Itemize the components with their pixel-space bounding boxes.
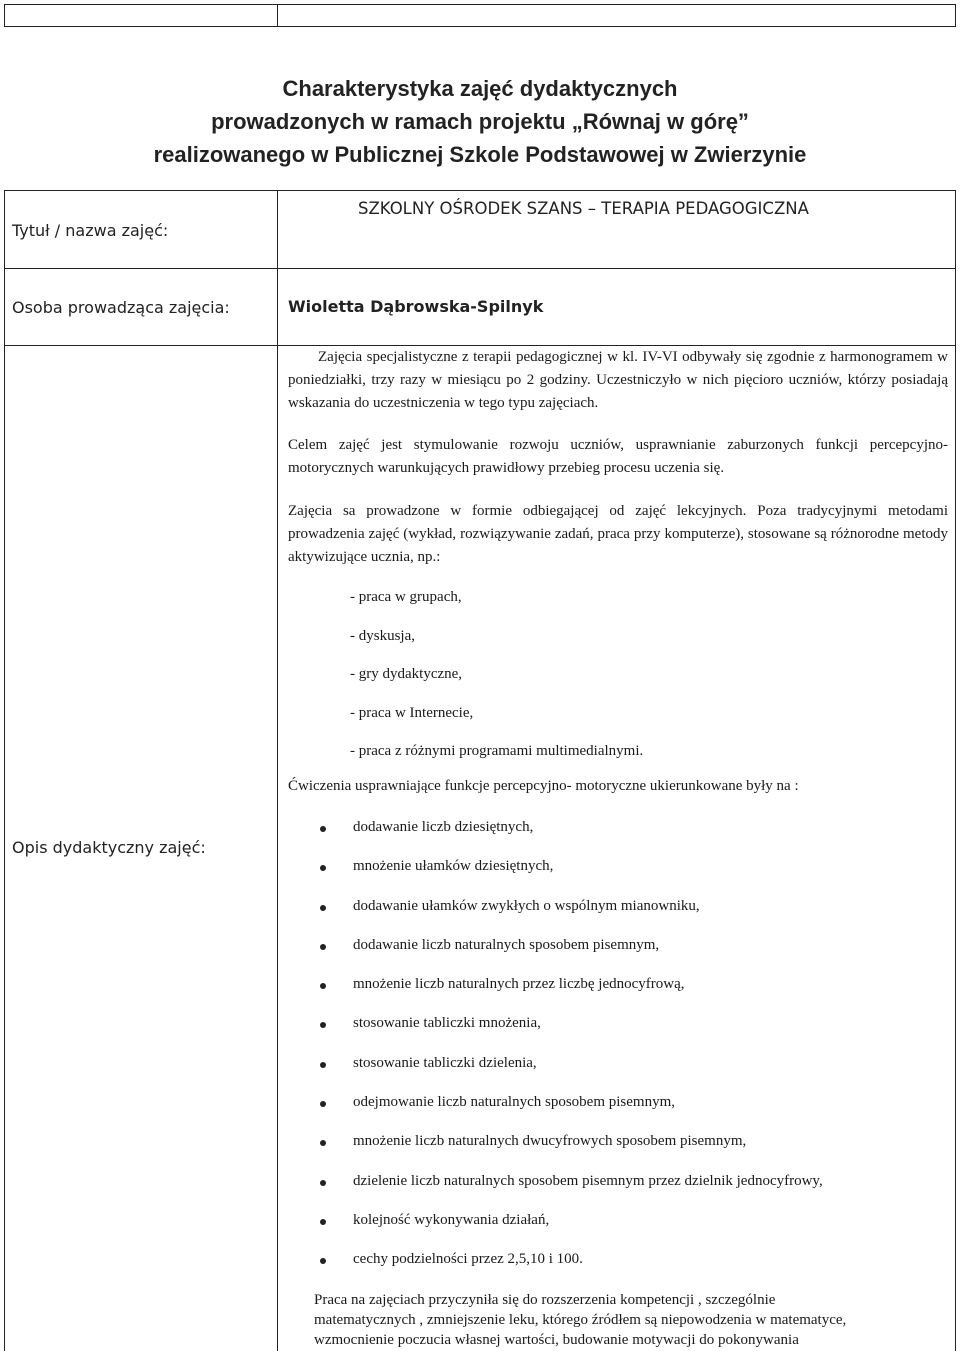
list-item: - praca w Internecie, <box>350 704 474 721</box>
bullet-icon <box>320 865 326 871</box>
bullet-icon <box>320 1101 326 1107</box>
description-label: Opis dydaktyczny zajęć: <box>12 838 206 857</box>
list-item-text: mnożenie liczb naturalnych dwucyfrowych sposobem pisemnym, <box>353 1133 747 1150</box>
bullet-icon <box>320 1022 326 1028</box>
bullet-icon <box>320 1180 326 1186</box>
list-item-text: mnożenie ułamków dziesiętnych, <box>353 858 554 875</box>
list-item-text: dzielenie liczb naturalnych sposobem pisemnym przez dzielnik jednocyfrowy, <box>353 1172 823 1189</box>
bullet-icon <box>320 905 326 911</box>
list-item-text: cechy podzielności przez 2,5,10 i 100. <box>353 1251 583 1268</box>
title-line-3: realizowanego w Publicznej Szkole Podstawowej w Zwierzynie <box>153 142 807 167</box>
top-cell-left <box>4 4 278 27</box>
list-item-text: dodawanie liczb naturalnych sposobem pisemnym, <box>353 936 660 953</box>
summary-line-1: Praca na zajęciach przyczyniła się do rozszerzenia kompetencji , szczególnie <box>314 1292 776 1308</box>
list-item: - praca w grupach, <box>350 589 462 605</box>
paragraph-goal: Celem zajęć jest stymulowanie rozwoju uczniów, usprawnianie zaburzonych funkcji percepcyjno-motorycznych warunkujących prawidłowy przebieg procesu uczenia się. <box>288 437 948 476</box>
list-item-text: stosowanie tabliczki mnożenia, <box>353 1015 541 1032</box>
teacher-label: Osoba prowadząca zajęcia: <box>12 298 230 317</box>
title-label: Tytuł / nazwa zajęć: <box>12 221 169 240</box>
list-item-text: dodawanie liczb dziesiętnych, <box>353 819 534 835</box>
list-item-text: dodawanie ułamków zwykłych o wspólnym mianowniku, <box>353 897 700 914</box>
title-line-1: Charakterystyka zajęć dydaktycznych <box>282 76 678 101</box>
bullet-icon <box>320 944 326 950</box>
top-cell-right <box>277 4 956 27</box>
table-border-middle <box>277 190 278 1351</box>
teacher-value: Wioletta Dąbrowska-Spilnyk <box>288 297 544 316</box>
list-item-text: stosowanie tabliczki dzielenia, <box>353 1054 537 1071</box>
bullet-icon <box>320 1062 326 1068</box>
summary-line-2: matematycznych , zmniejszenie leku, którego źródłem są niepowodzenia w matematyce, <box>314 1312 847 1328</box>
list-item-text: odejmowanie liczb naturalnych sposobem pisemnym, <box>353 1094 676 1111</box>
bullet-icon <box>320 983 326 989</box>
summary-paragraph <box>314 1290 946 1350</box>
title-value: SZKOLNY OŚRODEK SZANS – TERAPIA PEDAGOGICZNA <box>358 199 809 218</box>
paragraph-schedule: Zajęcia specjalistyczne z terapii pedagogicznej w kl. IV-VI odbywały się zgodnie z harmonogramem w poniedziałki, trzy razy w miesiącu po 2 godziny. Uczestniczyło w nich pięcioro uczniów, którzy posiadają wskazania do uczestniczenia w tego typu zajęciach. <box>288 349 948 411</box>
paragraph-methods: Zajęcia sa prowadzone w formie odbiegającej od zajęć lekcyjnych. Poza tradycyjnymi metodami prowadzenia zajęć (wykład, rozwiązywanie zadań, praca przy komputerze), stosowane są różnorodne metody aktywizujące ucznia, np.: <box>288 503 948 565</box>
list-item: - praca z różnymi programami multimedialnymi. <box>350 743 644 759</box>
description-paragraph-1 <box>288 346 948 415</box>
list-item-text: mnożenie liczb naturalnych przez liczbę jednocyfrową, <box>353 976 685 993</box>
bullet-icon <box>320 1258 326 1264</box>
bullet-icon <box>320 1140 326 1146</box>
summary-line-3: wzmocnienie poczucia własnej wartości, budowanie motywacji do pokonywania <box>314 1332 799 1348</box>
methods-list <box>350 589 643 782</box>
list-item: - gry dydaktyczne, <box>350 666 463 682</box>
list-item: - dyskusja, <box>350 627 415 644</box>
document-title <box>60 72 900 171</box>
title-line-2: prowadzonych w ramach projektu „Równaj w górę” <box>211 109 749 134</box>
description-paragraph-2 <box>288 434 948 480</box>
description-paragraph-3 <box>288 500 948 569</box>
list-item-text: kolejność wykonywania działań, <box>353 1211 550 1228</box>
table-border-right <box>955 190 956 1351</box>
exercises-intro: Ćwiczenia usprawniające funkcje percepcyjno- motoryczne ukierunkowane były na : <box>288 778 799 794</box>
table-border-left <box>4 190 5 1351</box>
table-border-top <box>4 190 956 191</box>
bullet-icon <box>320 826 326 832</box>
bullet-icon <box>320 1219 326 1225</box>
table-border-row1 <box>4 268 956 269</box>
